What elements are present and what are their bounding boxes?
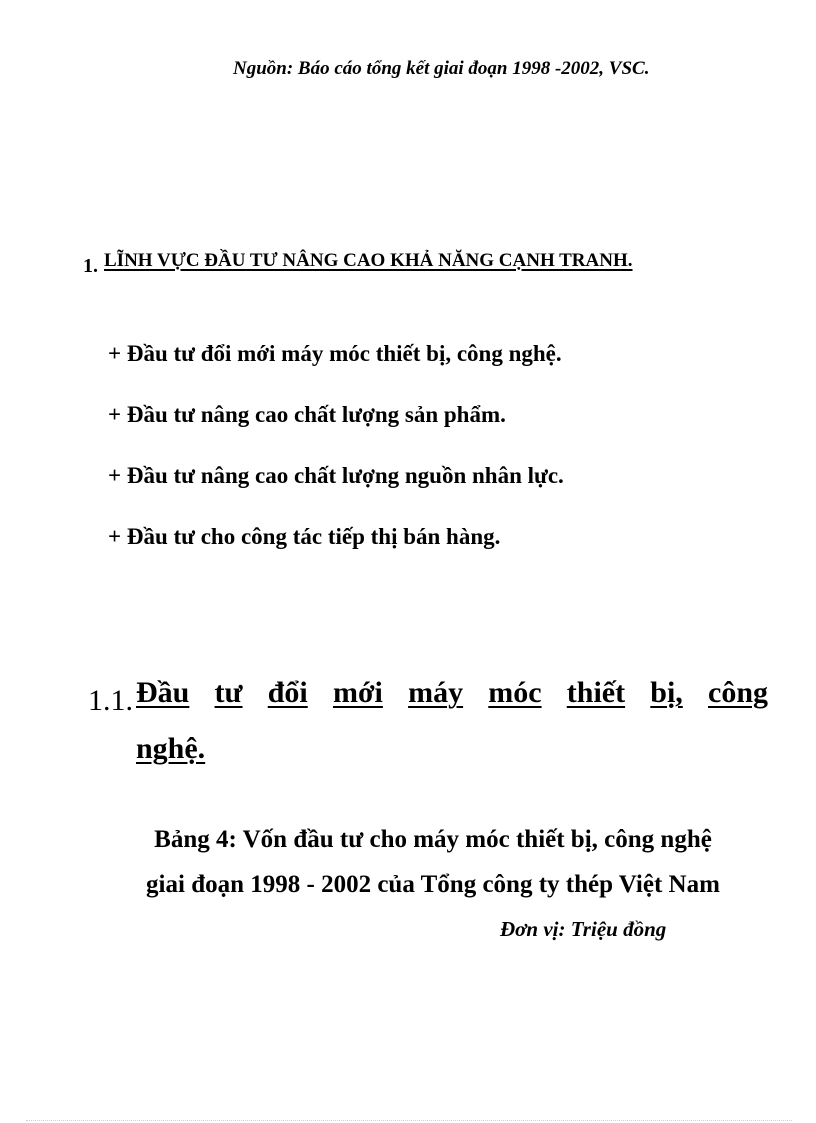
page-bottom-divider — [26, 1120, 792, 1121]
section-1-1-title-line1 — [136, 676, 768, 710]
title-word: Đầu — [136, 676, 190, 709]
unit-label: Đơn vị: Triệu đồng — [500, 917, 667, 941]
list-item: + Đầu tư đổi mới máy móc thiết bị, công nghệ. — [108, 341, 562, 366]
title-word: máy — [408, 676, 464, 709]
investment-list — [108, 336, 564, 580]
title-word: công — [708, 676, 768, 709]
source-note: Nguồn: Báo cáo tổng kết giai đoạn 1998 -2002, VSC. — [233, 58, 650, 79]
title-word: thiết — [566, 676, 626, 709]
section-1-1-number: 1.1. — [88, 684, 133, 717]
title-word: mới — [332, 676, 383, 709]
list-item: + Đầu tư nâng cao chất lượng nguồn nhân lực. — [108, 463, 564, 488]
list-item: + Đầu tư cho công tác tiếp thị bán hàng. — [108, 524, 501, 549]
table-caption-line1: Bảng 4: Vốn đầu tư cho máy móc thiết bị, công nghệ — [154, 826, 712, 853]
table-caption-line2: giai đoạn 1998 - 2002 của Tổng công ty thép Việt Nam — [146, 871, 720, 898]
section-1-1-title-line2: nghệ. — [136, 732, 206, 765]
section-1-title: LĨNH VỰC ĐẦU TƯ NÂNG CAO KHẢ NĂNG CẠNH TRANH. — [104, 250, 633, 271]
list-item: + Đầu tư nâng cao chất lượng sản phẩm. — [108, 402, 506, 427]
title-word: móc — [488, 676, 542, 709]
title-word: tư — [214, 676, 243, 709]
section-1-heading — [83, 250, 633, 278]
title-word: đổi — [267, 676, 308, 709]
section-1-number: 1. — [83, 255, 98, 277]
title-word: bị, — [650, 676, 683, 709]
